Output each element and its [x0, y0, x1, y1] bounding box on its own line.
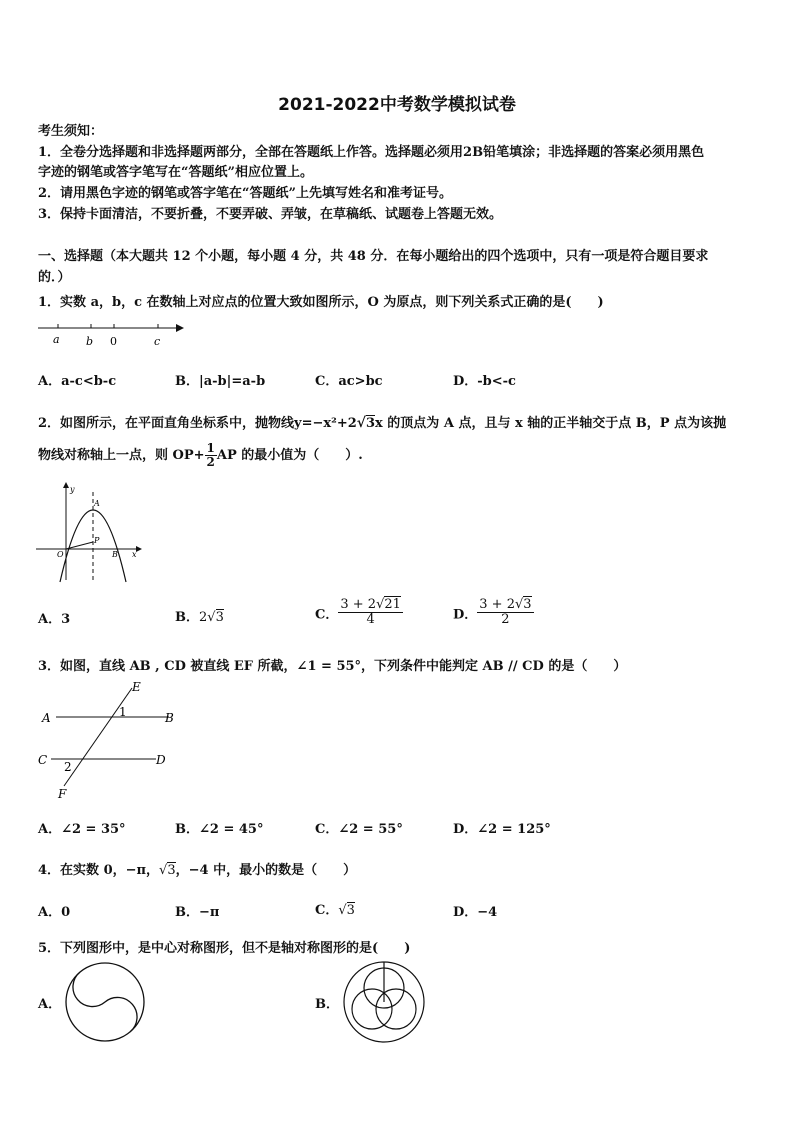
q2-option-c-den: 4: [366, 612, 375, 628]
q2-option-d-label: D．: [453, 607, 478, 623]
q3-stem: 3．如图，直线 AB , CD 被直线 EF 所截，∠1 = 55°，下列条件中能判定 AB // CD 的是（ ）: [38, 659, 627, 674]
q4-option-d[interactable]: D．−4: [453, 905, 498, 920]
q1-option-b[interactable]: B．|a-b|=a-b: [175, 374, 266, 389]
q2-parabola-graph: [36, 480, 146, 585]
q2-frac-num: 1: [206, 441, 215, 455]
q4-option-b[interactable]: B．−π: [175, 905, 220, 920]
q5-option-b[interactable]: B．: [315, 997, 339, 1012]
q2-option-d[interactable]: D． $\frac{3 + 2√3}{2}$: [453, 597, 532, 628]
fig-label-f: F: [58, 787, 67, 801]
axis-label-a: a: [53, 333, 60, 346]
q1-option-d[interactable]: D．-b<-c: [453, 374, 516, 389]
q4-option-c-radicand: 3: [346, 903, 355, 918]
notice-item-1-cont: 字迹的钢笔或答字笔写在“答题纸”相应位置上。: [38, 165, 313, 180]
section-heading-cont: 的．）: [38, 270, 71, 285]
q1-option-a[interactable]: A．a-c<b-c: [38, 374, 117, 389]
fig-label-e: E: [132, 680, 141, 694]
q4-option-a[interactable]: A．0: [38, 905, 71, 920]
q3-option-c[interactable]: C．∠2 = 55°: [315, 822, 403, 837]
q2-stem-part2: x 的顶点为 A 点，且与 x 轴的正半轴交于点 B，P 点为该抛: [375, 416, 727, 431]
q3-option-d[interactable]: D．∠2 = 125°: [453, 822, 551, 837]
q5-stem: 5．下列图形中，是中心对称图形，但不是轴对称图形的是( ): [38, 941, 411, 956]
q2-option-c-rad: 21: [384, 597, 401, 612]
q2-stem2-part1: 物线对称轴上一点，则 OP+: [38, 448, 205, 464]
q5-option-a[interactable]: A．: [38, 997, 62, 1012]
q2-stem-radicand: 3: [365, 416, 376, 431]
q2-stem-line1: 2．如图所示，在平面直角坐标系中，抛物线y=−x²+2√3x 的顶点为 A 点，且与 x 轴的正半轴交于点 B，P 点为该抛: [38, 415, 727, 431]
q2-option-d-num: 3 + 2: [479, 597, 515, 612]
q2-option-d-den: 2: [501, 612, 510, 628]
q1-option-c[interactable]: C．ac>bc: [315, 374, 383, 389]
q2-option-b-coef: 2: [199, 610, 208, 625]
q2-stem2-part2: AP 的最小值为（ ）.: [216, 448, 363, 464]
axis-label-zero: 0: [110, 335, 117, 348]
q2-stem-line2: [38, 442, 363, 469]
fig-label-b: B: [165, 711, 174, 725]
fig-label-a: A: [42, 711, 51, 725]
page-title: 2021-2022中考数学模拟试卷: [278, 95, 516, 115]
q2-option-c[interactable]: C． $\frac{3 + 2√21}{4}$: [315, 597, 401, 628]
graph-label-b: B: [112, 550, 118, 559]
graph-label-x: x: [132, 550, 137, 559]
q3-option-a[interactable]: A．∠2 = 35°: [38, 822, 126, 837]
notice-item-3: 3．保持卡面清洁，不要折叠，不要弄破、弄皱，在草稿纸、试题卷上答题无效。: [38, 207, 503, 222]
q5-trefoil-figure: [340, 958, 428, 1046]
q2-option-b-radicand: 3: [215, 610, 224, 625]
axis-label-c: c: [154, 335, 161, 348]
q1-number-line: [36, 317, 186, 351]
q2-option-c-num: 3 + 2: [340, 597, 377, 612]
axis-label-b: b: [86, 335, 94, 348]
fig-label-d: D: [156, 753, 166, 767]
q3-option-b[interactable]: B．∠2 = 45°: [175, 822, 264, 837]
fig-label-2: 2: [64, 760, 72, 774]
q5-yin-yang-figure: [64, 961, 146, 1043]
q2-option-a[interactable]: A．3: [38, 612, 71, 627]
fig-label-1: 1: [119, 705, 127, 719]
q4-stem: 4．在实数 0，−π，√3，−4 中，最小的数是（ ）: [38, 863, 357, 878]
fig-label-c: C: [38, 753, 48, 767]
q2-option-c-label: C．: [315, 607, 339, 623]
q3-parallel-lines-figure: [36, 678, 186, 802]
q4-stem-part1: 4．在实数 0，−π，: [38, 863, 160, 878]
q2-frac-den: 2: [206, 455, 215, 470]
q2-option-d-rad: 3: [523, 597, 532, 612]
q1-stem: 1．实数 a，b，c 在数轴上对应点的位置大致如图所示，O 为原点，则下列关系式正确的是( ): [38, 295, 604, 310]
notice-item-2: 2．请用黑色字迹的钢笔或答字笔在“答题纸”上先填写姓名和准考证号。: [38, 186, 453, 201]
q2-stem-part1: 2．如图所示，在平面直角坐标系中，抛物线y=−x²+2: [38, 416, 357, 431]
graph-label-a: A: [94, 499, 100, 508]
graph-label-o: O: [57, 550, 64, 559]
section-heading: 一、选择题（本大题共 12 个小题，每小题 4 分，共 48 分．在每小题给出的四个选项中，只有一项是符合题目要求: [38, 249, 709, 264]
q2-option-b-label: B．: [175, 610, 199, 625]
q4-stem-radicand: 3: [167, 863, 176, 878]
q4-option-c[interactable]: C．√3: [315, 903, 355, 918]
notice-heading: 考生须知：: [38, 124, 104, 139]
graph-label-p: P: [94, 536, 100, 545]
notice-item-1: 1．全卷分选择题和非选择题两部分，全部在答题纸上作答。选择题必须用2B铅笔填涂；非选择题的答案必须用黑色: [38, 145, 705, 160]
q2-option-b[interactable]: B．2√3: [175, 610, 224, 625]
q4-option-c-label: C．: [315, 903, 339, 918]
q4-stem-part2: ，−4 中，最小的数是（ ）: [175, 863, 357, 878]
graph-label-y: y: [70, 485, 75, 494]
